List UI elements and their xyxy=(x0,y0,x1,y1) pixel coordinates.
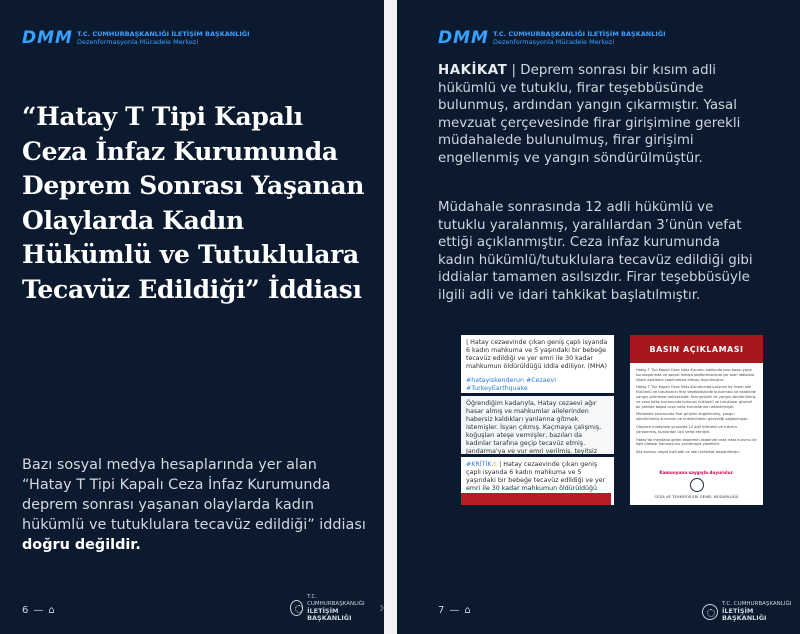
org-line-2: Dezenformasyonla Mücadele Merkezi xyxy=(492,38,615,46)
press-release-body xyxy=(630,363,763,455)
left-page xyxy=(0,0,384,634)
fact-paragraph-1 xyxy=(438,62,758,167)
page-number: 6 xyxy=(22,605,29,616)
page-number: 7 xyxy=(438,605,445,616)
home-icon[interactable]: ⌂ xyxy=(48,605,55,616)
ministry-seal-icon xyxy=(690,478,704,492)
social-post-2-text: Öğrendiğim kadarıyla, Hatay cezaevi ağır hasar almış ve mahkumlar ailelerinden habersiz kaldıkları yanlarına gitmek istemişler. İsyan çıkmış. Kaçmaya çalışmış, koğuşları ateşe vermişler, bazıları da kadınlar tarafına geçip tecavüz etmiş. Jandarma'ya ve vur emri verilmiş. teyitsiz xyxy=(466,400,602,455)
footer-brand-line-2: İLETİŞİM BAŞKANLIĞI xyxy=(721,607,767,622)
claim-intro-text: Bazı sosyal medya hesaplarında yer alan “Hatay T Tipi Kapalı Ceza İnfaz Kurumunda deprem sonrası yaşanan olaylarda kadın hükümlü ve tutuklulara tecavüz edildiği” iddiası xyxy=(22,457,366,533)
footer-brand-line-2: İLETİŞİM BAŞKANLIĞI xyxy=(307,607,352,622)
claim-verdict: doğru değildir. xyxy=(22,537,141,553)
press-signature xyxy=(630,470,763,499)
page-footer-right xyxy=(438,605,471,616)
claim-headline: “Hatay T Tipi Kapalı Ceza İnfaz Kurumunda Deprem Sonrası Yaşanan Olaylarda Kadın Hükümlü ve Tutuklulara Tecavüz Edildiği” İddiası xyxy=(22,102,365,304)
social-post-2 xyxy=(461,396,614,454)
page-gutter xyxy=(384,0,397,634)
dash-icon: — xyxy=(33,605,44,616)
social-post-3-text: | Hatay cezaevinde çıkan geniş çaplı isyanda 6 kadın mahkuma ve 5 yaşındaki bir bebeğe tecavüz edildiği ve yer emri ile 30 kadar mahkumun öldürüldüğü xyxy=(466,461,606,492)
footer-brand-left xyxy=(290,594,384,622)
home-icon[interactable]: ⌂ xyxy=(464,605,471,616)
crescent-icon: ☽ xyxy=(376,603,384,613)
org-line-1: T.C. CUMHURBAŞKANLIĞI İLETİŞİM BAŞKANLIĞI xyxy=(492,30,666,38)
social-post-1-text: | Hatay cezaevinde çıkan geniş çaplı isyanda 6 kadın mahkuma ve 5 yaşındaki bir bebeğe tecavüz edildiği ve yer emri ile 30 kadar mahkumun öldürüldüğü iddia ediliyor. (MHA) xyxy=(466,339,608,370)
press-paragraph-6: Söz konusu olayla ilgili adli ve idari tahkikat başlatılmıştır. xyxy=(636,450,740,455)
fact-paragraph-2: Müdahale sonrasında 12 adli hükümlü ve tutuklu yaralanmış, yaralılardan 3’ünün vefat ettiği açıklanmıştır. Ceza infaz kurumunda kadın hükümlü/tutuklulara tecavüz edildiği gibi iddialar tamamen asılsızdır. Firar teşebbüsüyle ilgili adli ve idari tahkikat başlatılmıştır. xyxy=(438,200,753,303)
dmm-logo xyxy=(438,28,666,48)
press-signature-org: CEZA VE TEVKİFEVLERİ GENEL MÜDÜRLÜĞÜ xyxy=(654,494,739,499)
social-post-1 xyxy=(461,335,614,393)
social-post-3-tag: #KRİTİK xyxy=(466,461,492,468)
right-page xyxy=(397,0,800,634)
press-release-title: BASIN AÇIKLAMASI xyxy=(630,335,763,363)
page-footer-left xyxy=(22,605,55,616)
seal-icon xyxy=(290,600,303,616)
footer-brand-line-1: T.C. CUMHURBAŞKANLIĞI xyxy=(307,594,365,607)
dmm-logo-text xyxy=(77,30,250,46)
seal-icon xyxy=(702,604,718,620)
footer-brand-line-1: T.C. CUMHURBAŞKANLIĞI xyxy=(721,601,792,607)
footer-brand-right xyxy=(702,601,800,622)
press-closing: Kamuoyuna saygıyla duyurulur. xyxy=(659,470,734,475)
fact-separator: | xyxy=(507,63,521,78)
press-paragraph-3: Müdahale sonrasında firar girişimi engellenmiş, yangın söndürülmüş kurumun ve hükümlülerin güvenliği sağlanmıştır. xyxy=(636,412,749,422)
dmm-logo-text xyxy=(493,30,666,46)
press-paragraph-1: Hatay T Tipi Kapalı Ceza İnfaz Kurumu hakkında bazı basın-yayın kuruluşlarında ve sosyal medya platformlarında yer alan iddialara ilişkin açıklama yapılmasına ihtiyaç duyulmuştur. xyxy=(636,368,755,382)
dmm-logo-mark: DMM xyxy=(438,28,489,48)
press-paragraph-2: Hatay T Tipi Kapalı Ceza İnfaz Kurumunda bulunan bir kısım adli hükümlü ve tutuklunun firar teşebbüsünde bulunması ve akabinde yangın çıkarması neticesinde; firar girişimi ile yangın söndürülmüş ve ceza infaz kurumunda bulunan hükümlü ve tutuklular güvenli bir şekilde başka ceza infaz kurumlarına nakledilmiştir. xyxy=(636,385,756,409)
dmm-logo-mark: DMM xyxy=(22,28,73,48)
press-paragraph-4: Olaylara müdahale sırasında 12 adli hükümlü ve tutuklu yaralanmış, bunlardan üçü vefat etmiştir. xyxy=(636,424,737,434)
claim-intro xyxy=(22,455,367,555)
fact-tag: HAKİKAT xyxy=(438,63,508,78)
dmm-logo xyxy=(22,28,250,48)
warning-icon: ⚠ xyxy=(491,461,498,468)
fact-section-2 xyxy=(438,199,758,304)
press-release xyxy=(630,335,763,505)
org-line-1: T.C. CUMHURBAŞKANLIĞI İLETİŞİM BAŞKANLIĞI xyxy=(76,30,250,38)
org-line-2: Dezenformasyonla Mücadele Merkezi xyxy=(76,38,199,46)
dash-icon: — xyxy=(449,605,460,616)
fact-section xyxy=(438,62,758,183)
fact-text-1: Deprem sonrası bir kısım adli hükümlü ve tutuklu, firar teşebbüsünde bulunmuş, ardından yangın çıkarmıştır. Yasal mevzuat çerçevesinde firar girişimine gerekli müdahalede bulunulmuş, firar girişimi engellenmiş ve yangın söndürülmüştür. xyxy=(438,63,741,166)
press-paragraph-5: Hatay'da meydana gelen depremin akabinde ceza infaz kurumu ile ilgili iddialar kamuoyunu yanıltmaya yöneliktir. xyxy=(636,437,757,447)
social-post-3-media xyxy=(461,493,611,505)
social-post-1-hashtags: #hatayiskenderun #Cezaevi #TurkeyEarthquake xyxy=(466,377,557,392)
